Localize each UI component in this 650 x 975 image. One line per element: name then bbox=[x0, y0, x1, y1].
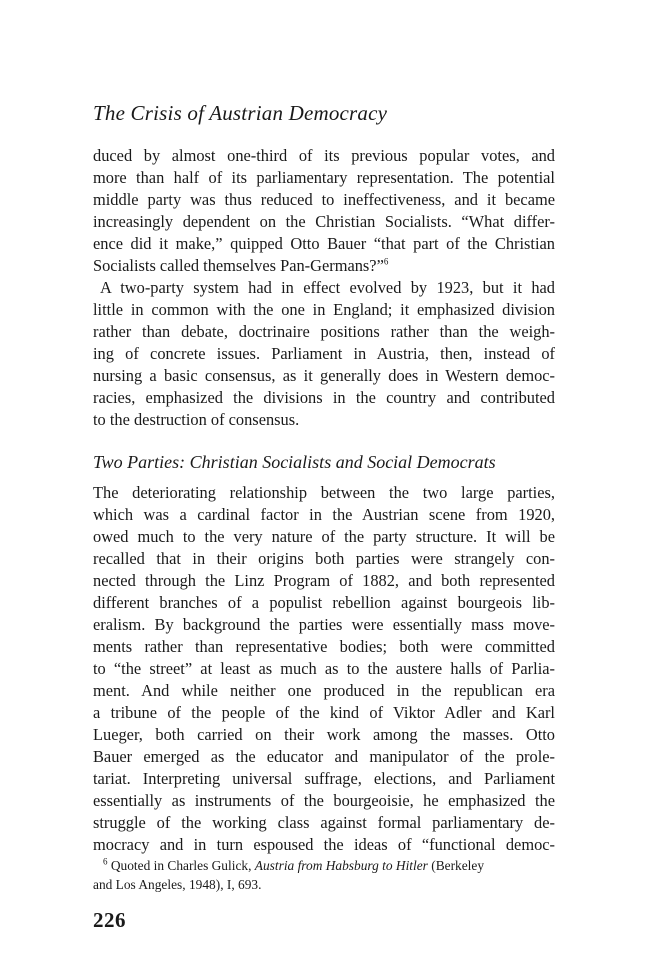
footnote-reference: 6 bbox=[383, 256, 389, 267]
footnote-text: (Berkeley bbox=[427, 858, 485, 873]
running-head: The Crisis of Austrian Democracy bbox=[93, 101, 388, 125]
body-line: more than half of its parliamentary representation. The potential bbox=[93, 168, 555, 187]
body-line: to “the street” at least as much as to the austere halls of Parlia- bbox=[93, 659, 555, 678]
body-line: essentially as instruments of the bourgeoisie, he emphasized the bbox=[93, 791, 555, 810]
body-line: little in common with the one in England; it emphasized division bbox=[93, 300, 555, 319]
body-line: nursing a basic consensus, as it generally does in Western democ- bbox=[93, 366, 555, 385]
body-line: A two-party system had in effect evolved by 1923, but it had bbox=[100, 278, 555, 297]
body-line: Bauer emerged as the educator and manipulator of the prole- bbox=[93, 747, 555, 766]
footnote-continuation: and Los Angeles, 1948), I, 693. bbox=[93, 877, 262, 892]
body-line: eralism. By background the parties were essentially mass move- bbox=[93, 615, 555, 634]
body-line: ing of concrete issues. Parliament in Austria, then, instead of bbox=[93, 344, 555, 363]
body-line: ments rather than representative bodies; both were committed bbox=[93, 637, 555, 656]
body-line-text: Socialists called themselves Pan-Germans?” bbox=[93, 256, 384, 275]
body-line: The deteriorating relationship between the two large parties, bbox=[93, 483, 555, 502]
body-line: owed much to the very nature of the party structure. It will be bbox=[93, 527, 555, 546]
body-line: duced by almost one-third of its previous popular votes, and bbox=[93, 146, 555, 165]
body-line: a tribune of the people of the kind of Viktor Adler and Karl bbox=[93, 703, 555, 722]
body-line: mocracy and in turn espoused the ideas of “functional democ- bbox=[93, 835, 555, 854]
body-line: recalled that in their origins both parties were strangely con- bbox=[93, 549, 555, 568]
body-line: rather than debate, doctrinaire positions rather than the weigh- bbox=[93, 322, 555, 341]
body-line: ment. And while neither one produced in the republican era bbox=[93, 681, 555, 700]
body-line: which was a cardinal factor in the Austrian scene from 1920, bbox=[93, 505, 555, 524]
body-line: to the destruction of consensus. bbox=[93, 410, 300, 429]
body-line: tariat. Interpreting universal suffrage, elections, and Parliament bbox=[93, 769, 555, 788]
body-line: racies, emphasized the divisions in the country and contributed bbox=[93, 388, 555, 407]
body-line: Lueger, both carried on their work among the masses. Otto bbox=[93, 725, 555, 744]
footnote-number: 6 bbox=[103, 856, 108, 867]
body-line: increasingly dependent on the Christian Socialists. “What differ- bbox=[93, 212, 555, 231]
page-number: 226 bbox=[93, 908, 126, 932]
body-line bbox=[93, 255, 555, 277]
footnote bbox=[103, 857, 555, 875]
section-heading: Two Parties: Christian Socialists and Social Democrats bbox=[93, 452, 496, 472]
body-line: ence did it make,” quipped Otto Bauer “that part of the Christian bbox=[93, 234, 555, 253]
body-line: middle party was thus reduced to ineffectiveness, and it became bbox=[93, 190, 555, 209]
body-line: struggle of the working class against formal parliamentary de- bbox=[93, 813, 555, 832]
body-line: different branches of a populist rebellion against bourgeois lib- bbox=[93, 593, 555, 612]
footnote-book-title: Austria from Habsburg to Hitler bbox=[254, 858, 428, 873]
body-line: nected through the Linz Program of 1882, and both represented bbox=[93, 571, 555, 590]
footnote-text: Quoted in Charles Gulick, bbox=[110, 858, 255, 873]
